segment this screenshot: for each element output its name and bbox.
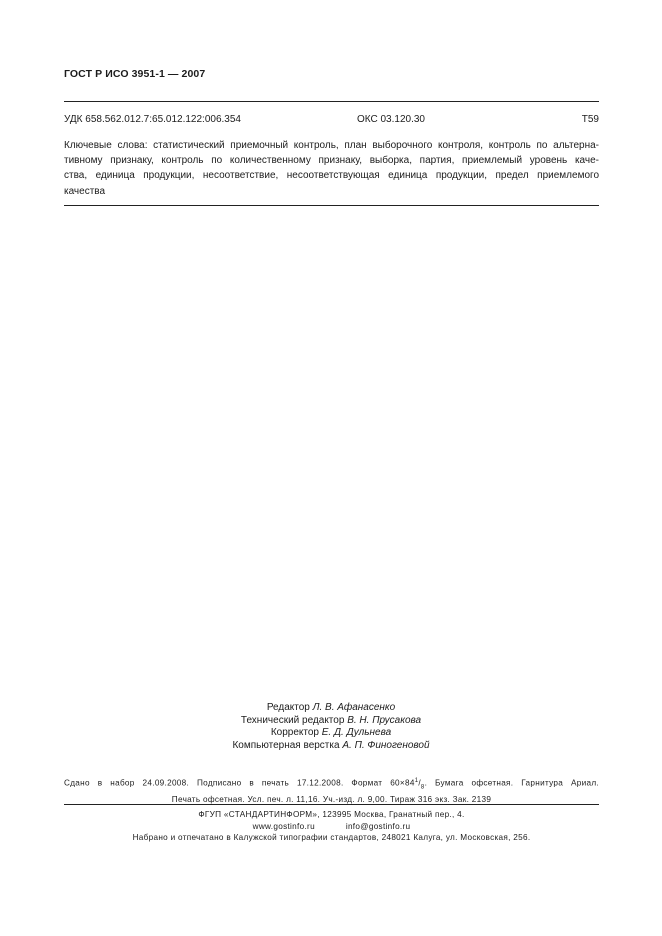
print-info-line: Печать офсетная. Усл. печ. л. 11,16. Уч.-изд. л. 9,00. Тираж 316 экз. Зак. 2139	[171, 794, 492, 804]
keywords-line: Ключевые слова: статистический приемочный контроль, план выборочного контроля, контроль по альтерна-	[64, 140, 599, 151]
standard-id: ГОСТ Р ИСО 3951-1 — 2007	[64, 68, 206, 80]
print-info-line: Сдано в набор 24.09.2008. Подписано в печать 17.12.2008. Формат $60\times 84^1/_8$. Бумага офсетная. Гарнитура Ариал.	[64, 778, 599, 791]
keywords-line: ства, единица продукции, несоответствие, несоответствующая единица продукции, предел приемлемого	[64, 170, 599, 182]
publisher-email: info@gostinfo.ru	[345, 821, 411, 831]
keywords-line: тивному признаку, контроль по количественному признаку, выборка, партия, приемлемый уровень каче-	[64, 155, 599, 167]
top-divider	[64, 101, 599, 102]
classification-code: Т59	[581, 114, 599, 125]
print-info	[64, 776, 599, 805]
credit-tech-editor: Технический редактор В. Н. Прусакова	[240, 714, 422, 726]
publisher-block	[64, 809, 599, 844]
keywords-divider	[64, 205, 599, 206]
publisher-line: Набрано и отпечатано в Калужской типографии стандартов, 248021 Калуга, ул. Московская, 256.	[132, 833, 531, 842]
credit-editor: Редактор Л. В. Афанасенко	[266, 702, 396, 713]
publisher-website: www.gostinfo.ru	[252, 821, 315, 831]
oks-code: ОКС 03.120.30	[357, 114, 425, 125]
publisher-divider	[64, 804, 599, 805]
publisher-contacts	[64, 821, 599, 833]
udk-code: УДК 658.562.012.7:65.012.122:006.354	[64, 114, 241, 125]
credit-corrector: Корректор Е. Д. Дульнева	[270, 727, 392, 738]
credit-layout: Компьютерная верстка А. П. Финогеновой	[232, 739, 430, 751]
credits-block	[0, 702, 662, 752]
keywords-block	[64, 138, 599, 199]
keywords-line: качества	[64, 185, 106, 197]
publisher-line: ФГУП «СТАНДАРТИНФОРМ», 123995 Москва, Гранатный пер., 4.	[198, 810, 465, 819]
